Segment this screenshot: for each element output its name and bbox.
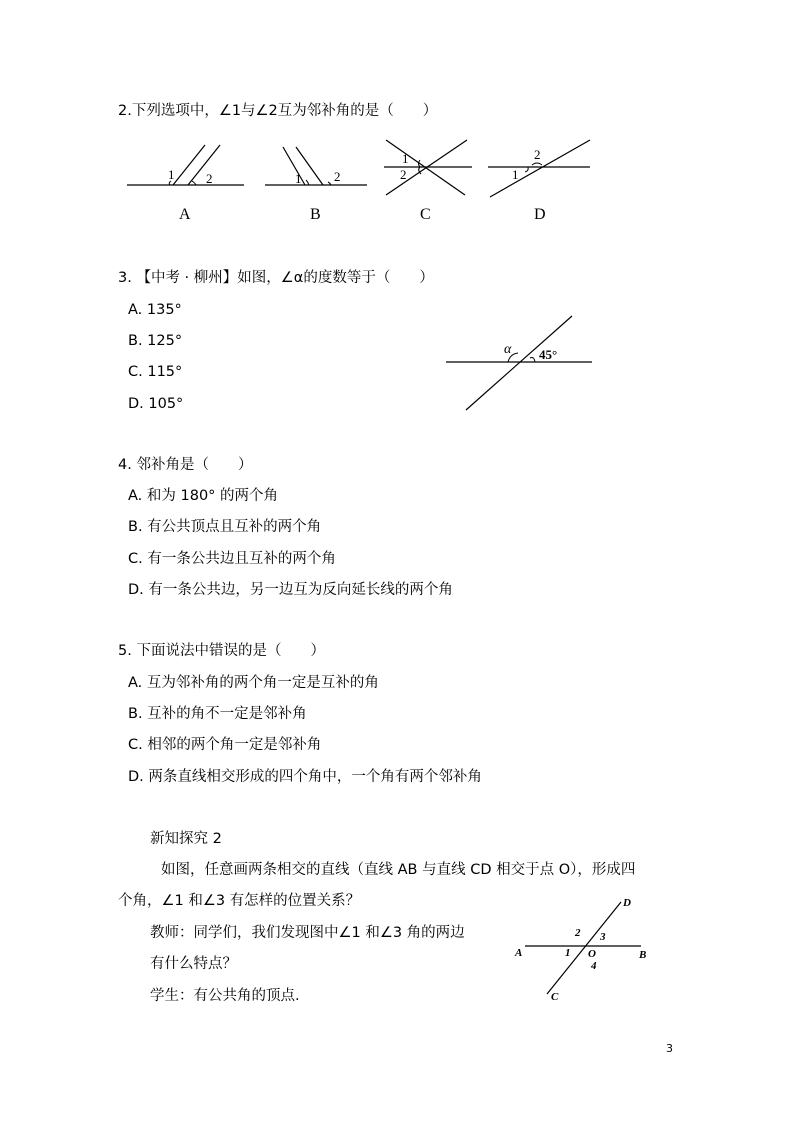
q4-option-c: C. 有一条公共边且互补的两个角 — [128, 551, 336, 567]
student-line: 学生：有公共角的顶点. — [150, 988, 300, 1004]
point-b-label: B — [639, 949, 647, 961]
q2-option-d-letter: D — [534, 206, 546, 223]
q2-option-a-figure — [127, 145, 244, 223]
q5-option-d: D. 两条直线相交形成的四个角中，一个角有两个邻补角 — [128, 769, 482, 785]
q2-b-angle1-label: 1 — [295, 171, 302, 186]
q2-c-angle2-label: 2 — [400, 167, 407, 182]
q4-option-a: A. 和为 180° 的两个角 — [128, 488, 279, 504]
explore-paragraph-line1: 如图，任意画两条相交的直线（直线 AB 与直线 CD 相交于点 O），形成四 — [161, 862, 636, 878]
point-a-label: A — [515, 947, 523, 959]
teacher-line2: 有什么特点？ — [150, 956, 237, 972]
q3-option-b: B. 125° — [128, 333, 183, 349]
q5-option-c: C. 相邻的两个角一定是邻补角 — [128, 737, 322, 753]
angle-3-label: 3 — [600, 931, 606, 943]
q2-a-angle1-label: 1 — [168, 167, 175, 182]
q4-option-b: B. 有公共顶点且互补的两个角 — [128, 519, 322, 535]
intersecting-lines-figure — [505, 890, 665, 1005]
q2-d-angle2-label: 2 — [534, 147, 541, 162]
q2-option-c-letter: C — [420, 206, 431, 223]
explore-paragraph-line2: 个角，∠1 和∠3 有怎样的位置关系？ — [118, 893, 361, 909]
q2-b-angle2-label: 2 — [334, 169, 341, 184]
q2-option-b-figure — [265, 147, 367, 223]
point-c-label: C — [551, 991, 559, 1003]
q2-option-b-letter: B — [310, 206, 321, 223]
q2-d-angle1-label: 1 — [512, 167, 519, 182]
explore-heading: 新知探究 2 — [150, 831, 222, 847]
q2-stem: 2.下列选项中，∠1与∠2互为邻补角的是（ ） — [118, 103, 438, 119]
q2-a-angle2-label: 2 — [206, 171, 213, 186]
q3-option-d: D. 105° — [128, 396, 184, 412]
q2-c-angle1-label: 1 — [402, 151, 409, 166]
point-d-label: D — [623, 897, 631, 909]
angle-4-label: 4 — [591, 960, 597, 972]
q3-45-label: 45° — [539, 347, 558, 362]
q2-figures — [120, 135, 600, 230]
q3-option-a: A. 135° — [128, 302, 182, 318]
q2-option-a-letter: A — [179, 206, 191, 223]
q4-option-d: D. 有一条公共边，另一边互为反向延长线的两个角 — [128, 582, 453, 598]
q5-option-b: B. 互补的角不一定是邻补角 — [128, 706, 307, 722]
page-number: 3 — [666, 1042, 673, 1055]
angle-1-label: 1 — [565, 947, 571, 959]
teacher-line1: 教师：同学们，我们发现图中∠1 和∠3 角的两边 — [150, 925, 465, 941]
q5-option-a: A. 互为邻补角的两个角一定是互补的角 — [128, 675, 379, 691]
q2-option-d-figure — [488, 140, 590, 223]
q2-option-c-figure — [384, 140, 472, 223]
q3-stem: 3. 【中考 · 柳州】如图，∠α的度数等于（ ） — [118, 270, 434, 286]
q5-stem: 5. 下面说法中错误的是（ ） — [118, 643, 325, 659]
q3-alpha-label: α — [504, 342, 512, 357]
q3-option-c: C. 115° — [128, 364, 183, 380]
q3-figure — [440, 310, 600, 415]
q4-stem: 4. 邻补角是（ ） — [118, 457, 253, 473]
angle-2-label: 2 — [575, 927, 581, 939]
point-o-label: O — [588, 948, 596, 960]
